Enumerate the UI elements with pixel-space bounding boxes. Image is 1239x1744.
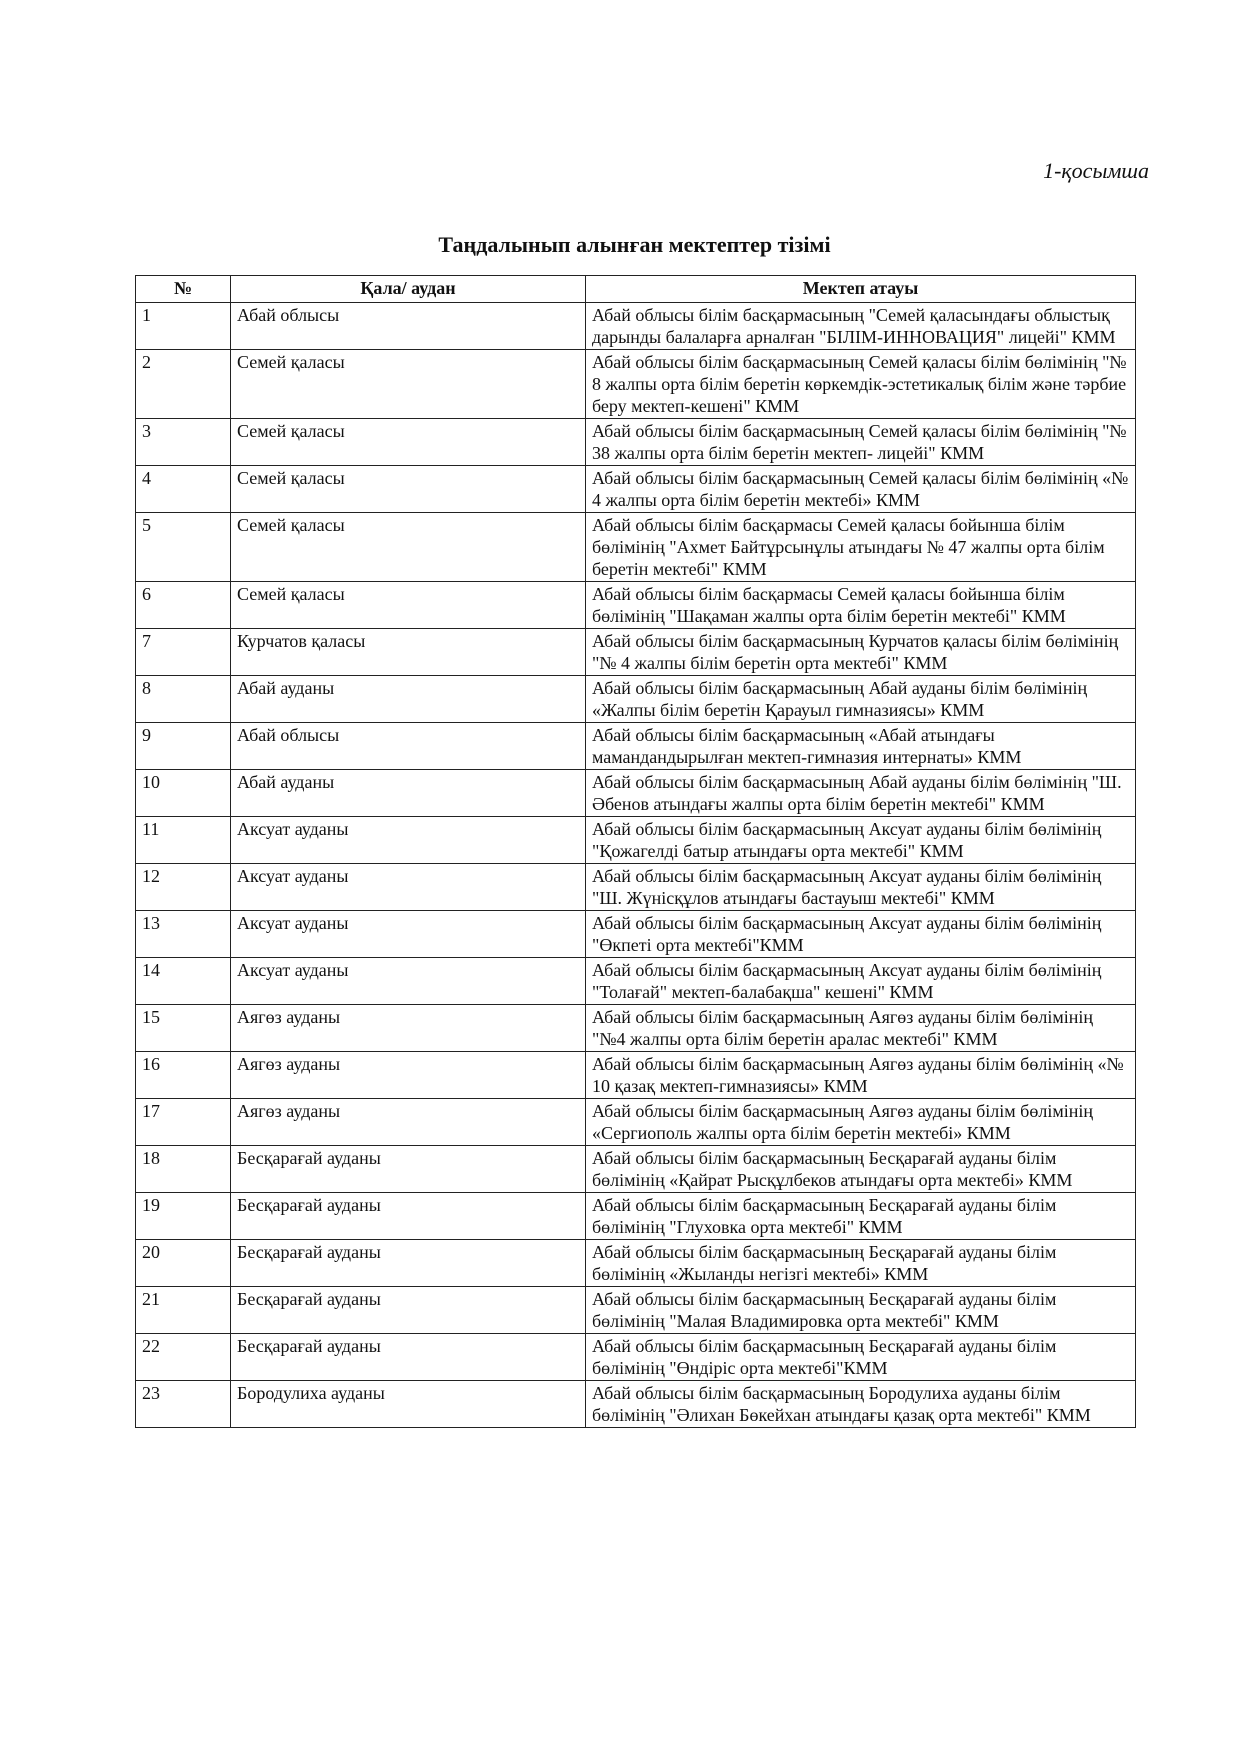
row-school-name-cell: Абай облысы білім басқармасының Семей қаласы білім бөлімінің «№ 4 жалпы орта білім беретін мектебі» КММ xyxy=(586,466,1136,513)
row-city-cell: Семей қаласы xyxy=(231,513,586,582)
table-row xyxy=(136,350,1136,419)
row-city-cell: Бесқарағай ауданы xyxy=(231,1240,586,1287)
row-number-cell: 19 xyxy=(136,1193,231,1240)
annex-label: 1-қосымша xyxy=(1043,158,1149,183)
table-row xyxy=(136,1287,1136,1334)
table-row xyxy=(136,770,1136,817)
table-row xyxy=(136,817,1136,864)
row-school-name-cell: Абай облысы білім басқармасының Аксуат ауданы білім бөлімінің "Өкпеті орта мектебі"КММ xyxy=(586,911,1136,958)
row-number-cell: 20 xyxy=(136,1240,231,1287)
row-city-cell: Бесқарағай ауданы xyxy=(231,1193,586,1240)
table-row xyxy=(136,1334,1136,1381)
row-school-name-cell: Абай облысы білім басқармасының Бесқарағай ауданы білім бөлімінің «Қайрат Рысқұлбеков атындағы орта мектебі» КММ xyxy=(586,1146,1136,1193)
row-school-name-cell: Абай облысы білім басқармасының "Семей қаласындағы облыстық дарынды балаларға арналған "БІЛІМ-ИННОВАЦИЯ" лицейі" КММ xyxy=(586,303,1136,350)
row-school-name-cell: Абай облысы білім басқармасының Бесқарағай ауданы білім бөлімінің "Малая Владимировка орта мектебі" КММ xyxy=(586,1287,1136,1334)
row-number-cell: 21 xyxy=(136,1287,231,1334)
row-city-cell: Абай ауданы xyxy=(231,770,586,817)
row-number-cell: 13 xyxy=(136,911,231,958)
row-city-cell: Абай ауданы xyxy=(231,676,586,723)
row-number-cell: 18 xyxy=(136,1146,231,1193)
table-row xyxy=(136,513,1136,582)
header-city-district: Қала/ аудан xyxy=(231,276,586,303)
row-school-name-cell: Абай облысы білім басқармасының Абай ауданы білім бөлімінің "Ш. Әбенов атындағы жалпы орта білім беретін мектебі" КММ xyxy=(586,770,1136,817)
row-school-name-cell: Абай облысы білім басқармасының Семей қаласы білім бөлімінің "№ 38 жалпы орта білім беретін мектеп- лицейі" КММ xyxy=(586,419,1136,466)
table-row xyxy=(136,1193,1136,1240)
row-city-cell: Курчатов қаласы xyxy=(231,629,586,676)
row-school-name-cell: Абай облысы білім басқармасының Аягөз ауданы білім бөлімінің «Сергиополь жалпы орта білім беретін мектебі» КММ xyxy=(586,1099,1136,1146)
table-row xyxy=(136,629,1136,676)
row-city-cell: Абай облысы xyxy=(231,723,586,770)
table-row xyxy=(136,723,1136,770)
row-city-cell: Аягөз ауданы xyxy=(231,1099,586,1146)
table-row xyxy=(136,1099,1136,1146)
row-city-cell: Бесқарағай ауданы xyxy=(231,1334,586,1381)
row-school-name-cell: Абай облысы білім басқармасының Аксуат ауданы білім бөлімінің "Толағай" мектеп-балабақша" кешені" КММ xyxy=(586,958,1136,1005)
row-city-cell: Семей қаласы xyxy=(231,350,586,419)
row-school-name-cell: Абай облысы білім басқармасының Курчатов қаласы білім бөлімінің "№ 4 жалпы білім беретін орта мектебі" КММ xyxy=(586,629,1136,676)
row-number-cell: 2 xyxy=(136,350,231,419)
row-number-cell: 4 xyxy=(136,466,231,513)
row-number-cell: 12 xyxy=(136,864,231,911)
table-row xyxy=(136,466,1136,513)
row-school-name-cell: Абай облысы білім басқармасы Семей қаласы бойынша білім бөлімінің "Шақаман жалпы орта білім беретін мектебі" КММ xyxy=(586,582,1136,629)
row-number-cell: 23 xyxy=(136,1381,231,1428)
table-row xyxy=(136,1005,1136,1052)
table-header-row xyxy=(136,276,1136,303)
row-school-name-cell: Абай облысы білім басқармасының Бесқарағай ауданы білім бөлімінің «Жыланды негізгі мектебі» КММ xyxy=(586,1240,1136,1287)
row-school-name-cell: Абай облысы білім басқармасының Аягөз ауданы білім бөлімінің «№ 10 қазақ мектеп-гимназиясы» КММ xyxy=(586,1052,1136,1099)
table-row xyxy=(136,1146,1136,1193)
document-title: Таңдалынып алынған мектептер тізімі xyxy=(438,232,831,257)
row-number-cell: 14 xyxy=(136,958,231,1005)
table-row xyxy=(136,1052,1136,1099)
row-city-cell: Аксуат ауданы xyxy=(231,864,586,911)
row-number-cell: 7 xyxy=(136,629,231,676)
row-city-cell: Семей қаласы xyxy=(231,466,586,513)
row-city-cell: Аксуат ауданы xyxy=(231,911,586,958)
row-number-cell: 9 xyxy=(136,723,231,770)
row-city-cell: Аксуат ауданы xyxy=(231,958,586,1005)
row-school-name-cell: Абай облысы білім басқармасының «Абай атындағы мамандандырылған мектеп-гимназия интернаты» КММ xyxy=(586,723,1136,770)
row-city-cell: Аксуат ауданы xyxy=(231,817,586,864)
row-school-name-cell: Абай облысы білім басқармасы Семей қаласы бойынша білім бөлімінің "Ахмет Байтұрсынұлы атындағы № 47 жалпы орта білім беретін мектебі" КММ xyxy=(586,513,1136,582)
row-city-cell: Абай облысы xyxy=(231,303,586,350)
table-row xyxy=(136,303,1136,350)
schools-table xyxy=(135,275,1136,1428)
table-row xyxy=(136,1240,1136,1287)
table-row xyxy=(136,864,1136,911)
row-number-cell: 15 xyxy=(136,1005,231,1052)
row-number-cell: 10 xyxy=(136,770,231,817)
row-school-name-cell: Абай облысы білім басқармасының Бородулиха ауданы білім бөлімінің "Әлихан Бөкейхан атындағы қазақ орта мектебі" КММ xyxy=(586,1381,1136,1428)
table-row xyxy=(136,911,1136,958)
row-city-cell: Аягөз ауданы xyxy=(231,1052,586,1099)
row-number-cell: 17 xyxy=(136,1099,231,1146)
table-row xyxy=(136,582,1136,629)
row-number-cell: 1 xyxy=(136,303,231,350)
row-school-name-cell: Абай облысы білім басқармасының Бесқарағай ауданы білім бөлімінің "Өндіріс орта мектебі"КММ xyxy=(586,1334,1136,1381)
row-school-name-cell: Абай облысы білім басқармасының Аксуат ауданы білім бөлімінің "Ш. Жүнісқұлов атындағы бастауыш мектебі" КММ xyxy=(586,864,1136,911)
row-city-cell: Аягөз ауданы xyxy=(231,1005,586,1052)
row-school-name-cell: Абай облысы білім басқармасының Аягөз ауданы білім бөлімінің "№4 жалпы орта білім беретін аралас мектебі" КММ xyxy=(586,1005,1136,1052)
row-number-cell: 3 xyxy=(136,419,231,466)
table-row xyxy=(136,676,1136,723)
header-school-name: Мектеп атауы xyxy=(586,276,1136,303)
row-city-cell: Семей қаласы xyxy=(231,582,586,629)
table-row xyxy=(136,958,1136,1005)
row-number-cell: 5 xyxy=(136,513,231,582)
row-city-cell: Семей қаласы xyxy=(231,419,586,466)
row-school-name-cell: Абай облысы білім басқармасының Аксуат ауданы білім бөлімінің "Қожагелді батыр атындағы орта мектебі" КММ xyxy=(586,817,1136,864)
row-city-cell: Бесқарағай ауданы xyxy=(231,1287,586,1334)
table-row xyxy=(136,1381,1136,1428)
row-number-cell: 6 xyxy=(136,582,231,629)
row-number-cell: 11 xyxy=(136,817,231,864)
row-number-cell: 8 xyxy=(136,676,231,723)
table-row xyxy=(136,419,1136,466)
header-number: № xyxy=(136,276,231,303)
row-school-name-cell: Абай облысы білім басқармасының Бесқарағай ауданы білім бөлімінің "Глуховка орта мектебі" КММ xyxy=(586,1193,1136,1240)
row-city-cell: Бесқарағай ауданы xyxy=(231,1146,586,1193)
row-number-cell: 22 xyxy=(136,1334,231,1381)
row-city-cell: Бородулиха ауданы xyxy=(231,1381,586,1428)
row-school-name-cell: Абай облысы білім басқармасының Абай ауданы білім бөлімінің «Жалпы білім беретін Қарауыл гимназиясы» КММ xyxy=(586,676,1136,723)
row-school-name-cell: Абай облысы білім басқармасының Семей қаласы білім бөлімінің "№ 8 жалпы орта білім беретін көркемдік-эстетикалық білім және тәрбие беру мектеп-кешені" КММ xyxy=(586,350,1136,419)
row-number-cell: 16 xyxy=(136,1052,231,1099)
